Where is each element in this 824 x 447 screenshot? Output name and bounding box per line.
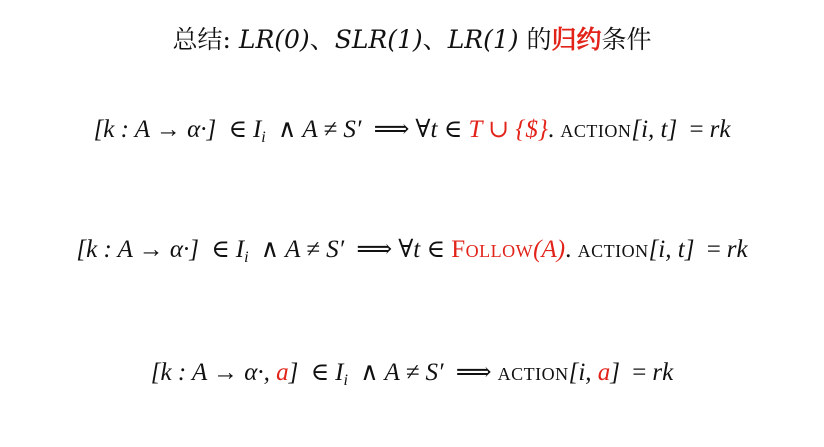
lr1-action-open: [i,: [568, 359, 598, 386]
lr0-result: rk: [709, 116, 731, 143]
slr1-domain-fn: Follow: [451, 236, 534, 263]
slide-title: [0, 22, 824, 58]
lr1-result: rk: [652, 359, 674, 386]
lr1-action-arg: a: [597, 359, 611, 386]
title-sep-2: 、: [422, 25, 448, 54]
title-suffix: 条件: [601, 25, 652, 54]
lr1-item-open: [k : A → α·,: [150, 359, 277, 386]
lr0-and: ∧: [278, 116, 297, 143]
lr1-action: action: [497, 359, 569, 386]
lr1-set-sub: i: [343, 372, 348, 389]
slr1-and: ∧: [260, 236, 280, 263]
lr0-in: ∈: [228, 116, 247, 143]
lr1-cond: A ≠ S′: [384, 359, 444, 386]
slr1-result: rk: [726, 236, 748, 263]
lr1-implies: ⟹: [455, 359, 492, 386]
slr1-cond: A ≠ S′: [285, 236, 345, 263]
slr1-domain-arg: (A): [533, 236, 566, 263]
title-sep-1: 、: [309, 25, 335, 54]
lr0-implies: ⟹: [373, 116, 410, 143]
lr0-action: action: [560, 116, 632, 143]
lr1-eq: =: [632, 359, 647, 386]
lr1-set: I: [335, 359, 344, 386]
slr1-implies: ⟹: [356, 236, 393, 263]
slr1-action-args: [i, t]: [648, 236, 695, 263]
slr1-item: [k : A → α·]: [76, 236, 199, 263]
formula-lr1: [0, 355, 824, 399]
lr1-in: ∈: [310, 359, 330, 386]
slr1-in: ∈: [211, 236, 230, 263]
lr0-cond: A ≠ S′: [302, 116, 362, 143]
lr0-set: I: [252, 116, 262, 143]
formula-slr1: [k : A → α·] ∈ $I_i$ ∧ A ≠ S′ ⟹ ∀t ∈ Follow(A). action[i, t] = rk: [76, 236, 748, 266]
slr1-set-sub: i: [244, 249, 249, 266]
title-lr1: LR(1): [447, 25, 519, 54]
lr0-eq: =: [689, 116, 704, 143]
title-highlight: 归约: [551, 25, 602, 54]
lr0-domain: T ∪ {$}: [468, 116, 548, 143]
lr0-item: [k : A → α·]: [93, 116, 217, 143]
slr1-forall: ∀t ∈: [398, 236, 446, 263]
title-slr1: SLR(1): [334, 25, 423, 54]
lr1-action-close: ]: [610, 359, 621, 386]
lr0-forall: ∀t ∈: [415, 116, 463, 143]
lr1-item-close: ]: [288, 359, 299, 386]
slr1-eq: =: [706, 236, 721, 263]
lr1-and: ∧: [360, 359, 379, 386]
slr1-action: action: [577, 236, 649, 263]
lr1-lookahead: a: [276, 359, 289, 386]
slr1-set: I: [235, 236, 245, 263]
formula-lr0: [k : A → α·] ∈ $I_i$ ∧ A ≠ S′ ⟹ ∀t ∈ T ∪ {$}. action[i, t] = rk: [93, 116, 731, 146]
title-prefix: 总结:: [172, 25, 239, 54]
title-lr0: LR(0): [238, 25, 310, 54]
lr0-set-sub: i: [261, 129, 266, 146]
title-mid: 的: [518, 25, 552, 54]
lr0-action-args: [i, t]: [631, 116, 678, 143]
